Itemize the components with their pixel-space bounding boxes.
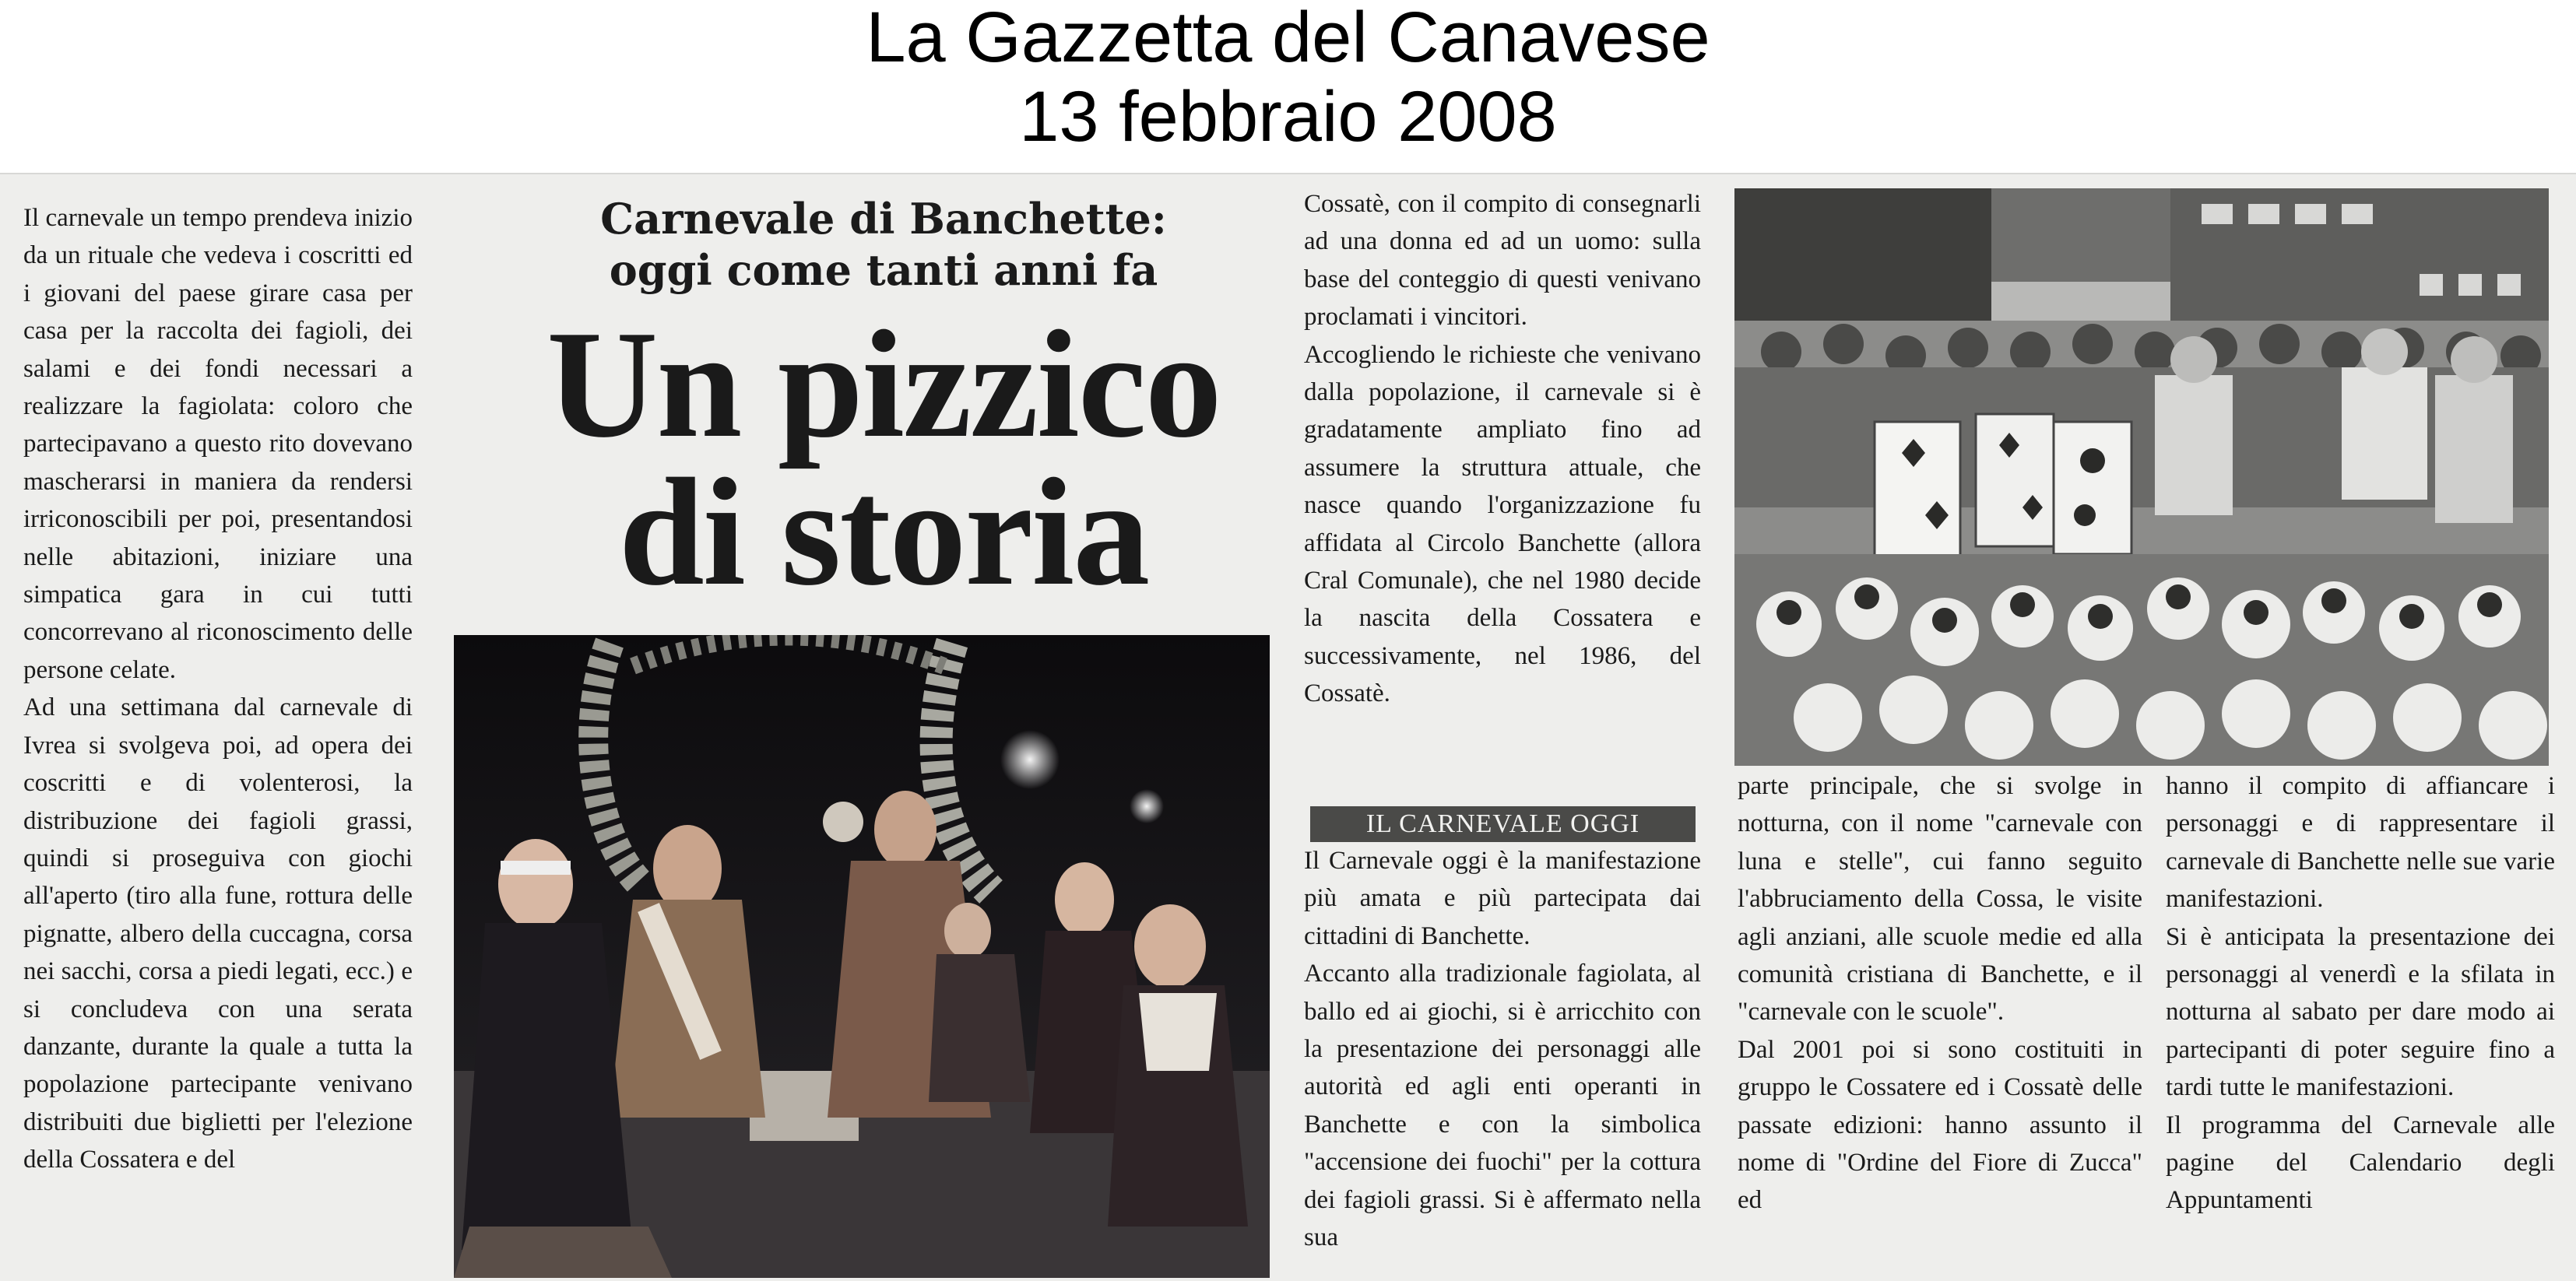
school-photo-image (1734, 188, 2549, 766)
kicker-line-2: oggi come tanti anni fa (609, 245, 1158, 295)
kicker-line-1: Carnevale di Banchette: (600, 194, 1167, 244)
section-subheading: IL CARNEVALE OGGI (1310, 806, 1696, 842)
headline-line-1: Un pizzico (546, 299, 1221, 469)
article-column-5 (2166, 767, 2555, 1220)
school-carnival-photo (1734, 188, 2549, 766)
article-column-4 (1738, 767, 2142, 1220)
article-column-3-continued (1304, 842, 1701, 1256)
newspaper-clipping (0, 173, 2576, 1281)
paragraph: Il carnevale un tempo prendeva inizio da un rituale che vedeva i coscritti ed i giovani del paese girare casa per casa per la raccolta dei fagioli, dei salami e dei fondi necessari a realizzare la fagiolata: coloro che partecipavano a questo rito dovevano mascherarsi in maniera da rendersi irriconoscibili per poi, presentandosi nelle abitazioni, iniziare una simpatica gara in cui tutti concorrevano al riconoscimento delle persone celate. (23, 204, 413, 684)
article-column-1 (23, 199, 413, 1179)
article-column-3 (1304, 185, 1701, 713)
paragraph: Il programma del Carnevale alle pagine del Calendario degli Appuntamenti (2166, 1111, 2555, 1215)
paragraph: Cossatè, con il compito di consegnarli ad una donna ed ad un uomo: sulla base del conteggio di questi venivano proclamati i vincitori. (1304, 190, 1701, 332)
paragraph: hanno il compito di affiancare i personaggi e di rappresentare il carnevale di Banchette nelle sue varie manifestazioni. (2166, 772, 2555, 914)
paragraph: Accogliendo le richieste che venivano dalla popolazione, il carnevale si è gradatamente ampliato fino ad assumere la struttura attuale, che nasce quando l'organizzazione fu affidata al Circolo Banchette (allora Cral Comunale), che nel 1980 decide la nascita della Cossatera e successivamente, nel 1986, del Cossatè. (1304, 340, 1701, 708)
article-headline (483, 299, 1284, 617)
paragraph: Ad una settimana dal carnevale di Ivrea si svolgeva poi, ad opera dei coscritti e di volenterosi, la distribuzione dei fagioli grassi, quindi si proseguiva con giochi all'aperto (tiro alla fune, rottura delle pignatte, albero della cuccagna, corsa nei sacchi, corsa a piedi legati, ecc.) e si concludeva con una serata danzante, durante la quale a tutta la popolazione partecipante venivano distribuiti due biglietti per l'elezione della Cossatera e del (23, 693, 413, 1174)
paragraph: Dal 2001 poi si sono costituiti in gruppo le Cossatere ed i Cossatè delle passate edizioni: hanno assunto il nome di "Ordine del Fiore di Zucca" ed (1738, 1035, 2142, 1215)
paragraph: Accanto alla tradizionale fagiolata, al ballo ed ai giochi, si è arricchito con la presentazione dei personaggi alle autorità ed agli enti operanti in Banchette e con la simbolica "accensione dei fuochi" per la cottura dei fagioli grassi. Si è affermato nella sua (1304, 960, 1701, 1252)
paragraph: parte principale, che si svolge in notturna, con il nome "carnevale con luna e stelle", cui fanno seguito l'abbruciamento della Cossa, le visite agli anziani, alle scuole medie ed alla comunità cristiana di Banchette, e il "carnevale con le scuole". (1738, 772, 2142, 1027)
float-photo-image (454, 635, 1270, 1278)
article-kicker (483, 193, 1284, 296)
headline-line-2: di storia (618, 447, 1149, 617)
paragraph: Si è anticipata la presentazione dei personaggi al venerdì e la sfilata in notturna al sabato per dare modo ai partecipanti di poter seguire fino a tardi tutte le manifestazioni. (2166, 922, 2555, 1102)
publication-date: 13 febbraio 2008 (1019, 77, 1557, 156)
page-header (0, 0, 2576, 173)
paragraph: Il Carnevale oggi è la manifestazione più amata e più partecipata dai cittadini di Banchette. (1304, 847, 1701, 950)
carnival-float-photo (454, 635, 1270, 1278)
newspaper-name: La Gazzetta del Canavese (866, 0, 1710, 77)
